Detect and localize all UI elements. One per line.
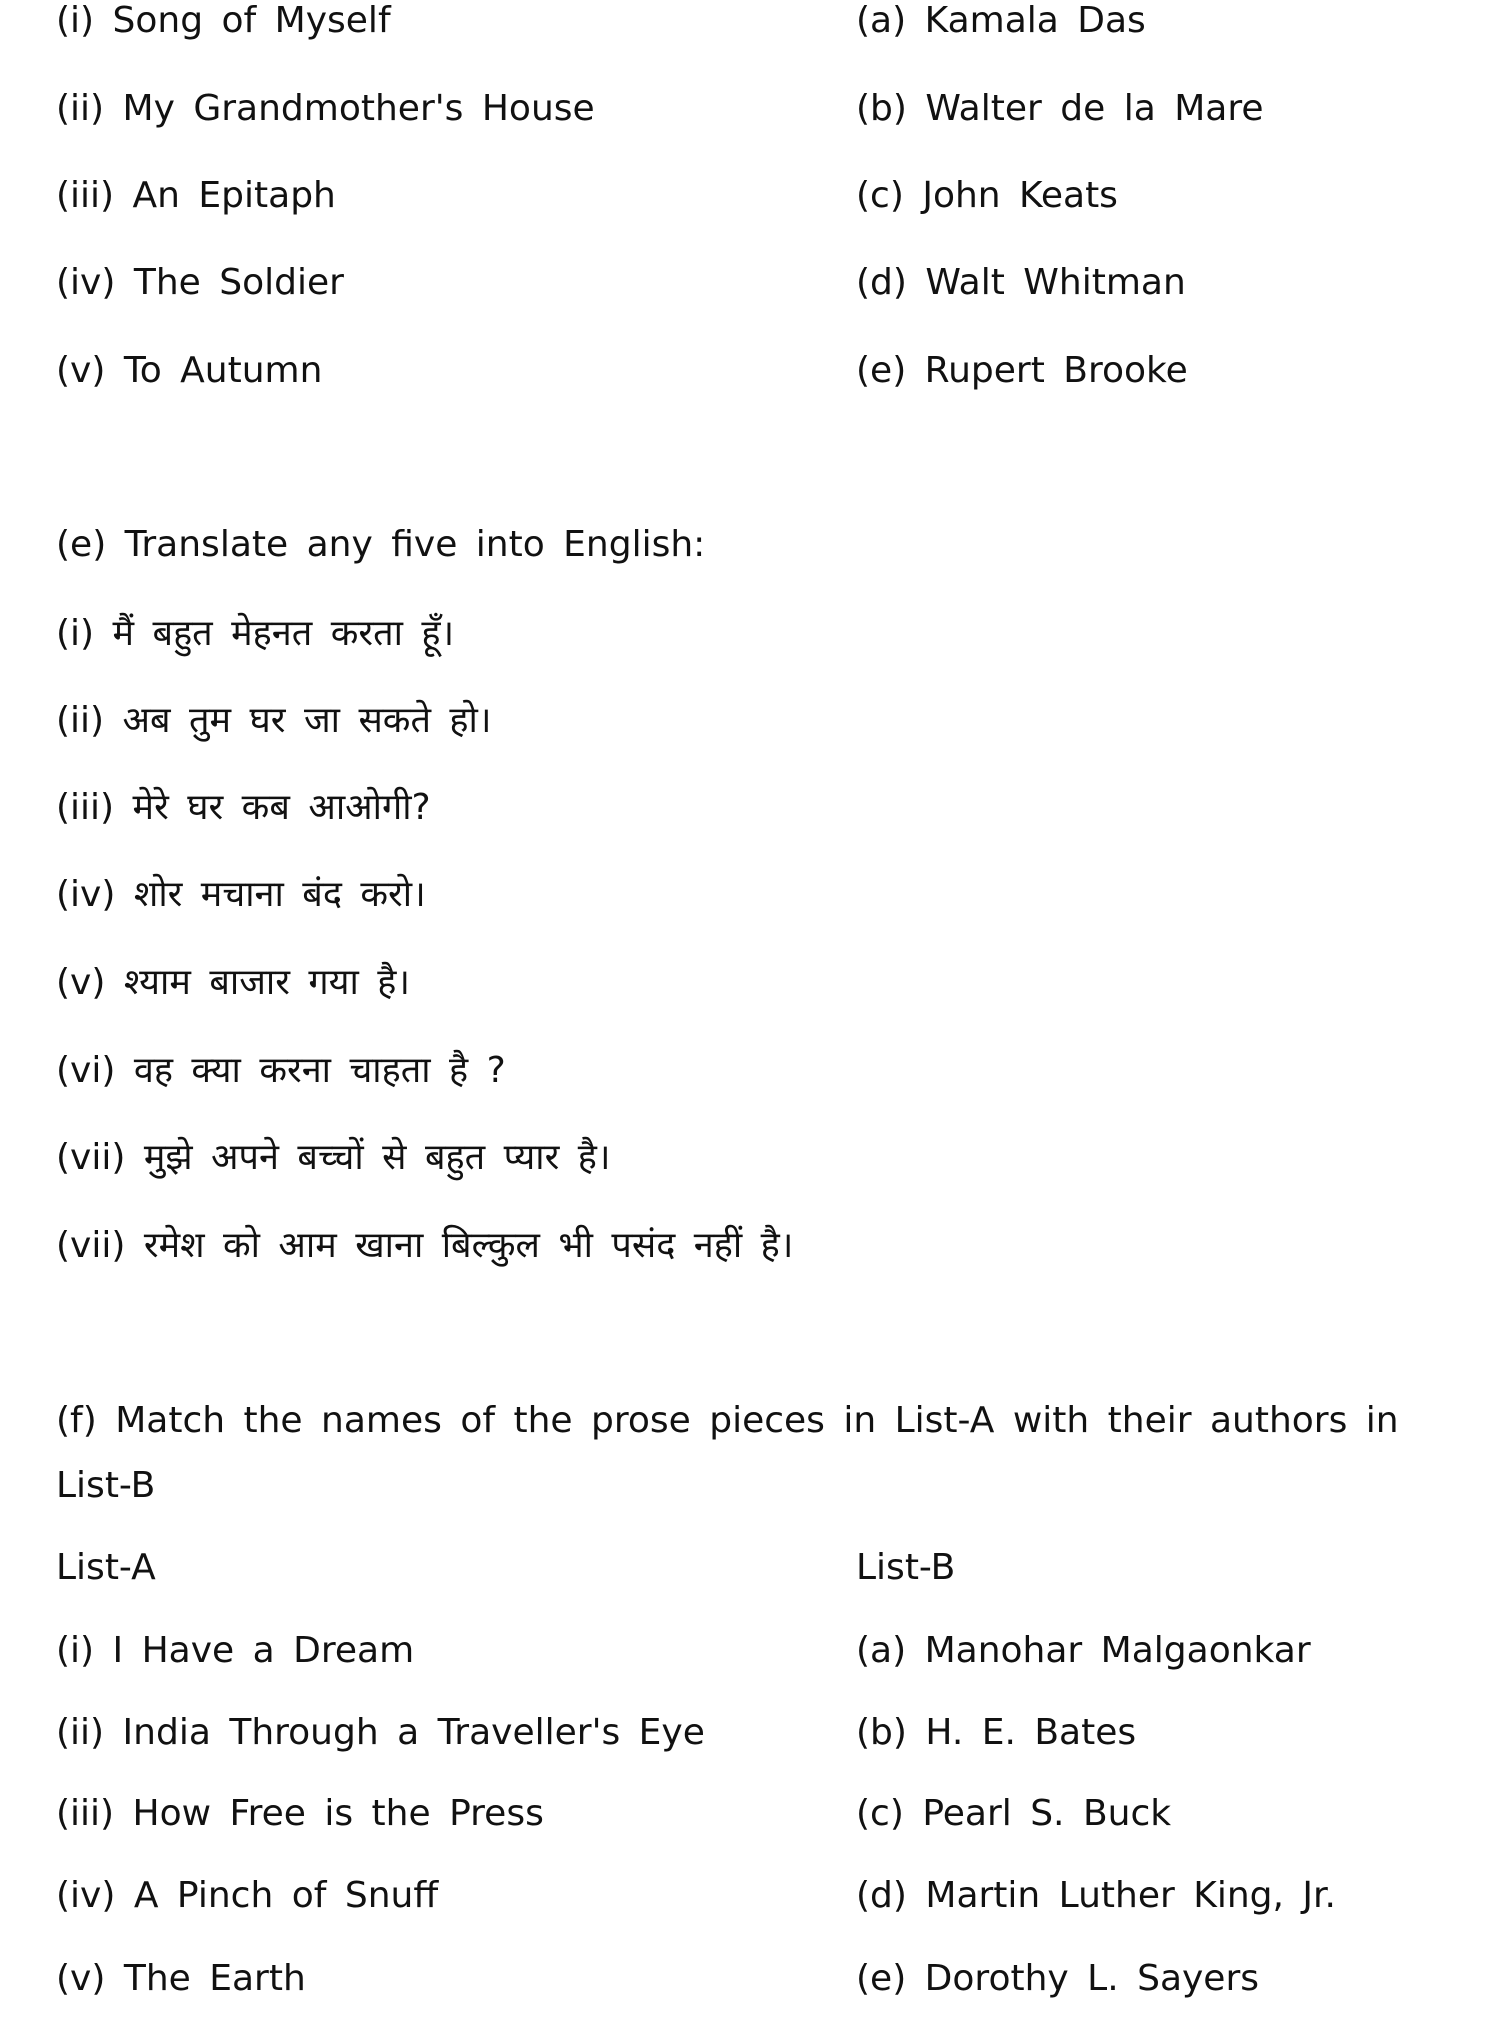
poem-item: (iii) An Epitaph: [56, 175, 336, 216]
prose-item: (v) The Earth: [56, 1958, 306, 1999]
author-item: (b) H. E. Bates: [856, 1712, 1137, 1753]
poem-item: (i) Song of Myself: [56, 0, 391, 41]
list-a-label: List-A: [56, 1547, 156, 1588]
poet-item: (c) John Keats: [856, 175, 1118, 216]
poet-item: (b) Walter de la Mare: [856, 88, 1264, 129]
author-item: (a) Manohar Malgaonkar: [856, 1630, 1311, 1671]
translation-item: (vii) मुझे अपने बच्चों से बहुत प्यार है।: [56, 1137, 611, 1178]
author-item: (c) Pearl S. Buck: [856, 1793, 1172, 1834]
poem-item: (v) To Autumn: [56, 350, 323, 391]
translation-item: (vi) वह क्या करना चाहता है ?: [56, 1050, 506, 1091]
prose-item: (i) I Have a Dream: [56, 1630, 415, 1671]
prose-item: (iv) A Pinch of Snuff: [56, 1875, 439, 1916]
author-item: (d) Martin Luther King, Jr.: [856, 1875, 1336, 1916]
poem-item: (iv) The Soldier: [56, 262, 344, 303]
translation-item: (ii) अब तुम घर जा सकते हो।: [56, 700, 492, 741]
poet-item: (d) Walt Whitman: [856, 262, 1186, 303]
translation-item: (iv) शोर मचाना बंद करो।: [56, 874, 426, 915]
prose-heading-cont: List-B: [56, 1465, 156, 1506]
poem-item: (ii) My Grandmother's House: [56, 88, 595, 129]
prose-heading: (f) Match the names of the prose pieces in List-A with their authors in: [56, 1400, 1399, 1441]
prose-item: (iii) How Free is the Press: [56, 1793, 544, 1834]
translation-heading: (e) Translate any five into English:: [56, 524, 706, 565]
list-b-label: List-B: [856, 1547, 956, 1588]
translation-item: (iii) मेरे घर कब आओगी?: [56, 787, 431, 828]
translation-item: (vii) रमेश को आम खाना बिल्कुल भी पसंद नहीं है।: [56, 1225, 794, 1266]
translation-item: (i) मैं बहुत मेहनत करता हूँ।: [56, 613, 455, 654]
poet-item: (a) Kamala Das: [856, 0, 1146, 41]
poet-item: (e) Rupert Brooke: [856, 350, 1188, 391]
translation-item: (v) श्याम बाजार गया है।: [56, 962, 411, 1003]
author-item: (e) Dorothy L. Sayers: [856, 1958, 1260, 1999]
prose-item: (ii) India Through a Traveller's Eye: [56, 1712, 705, 1753]
